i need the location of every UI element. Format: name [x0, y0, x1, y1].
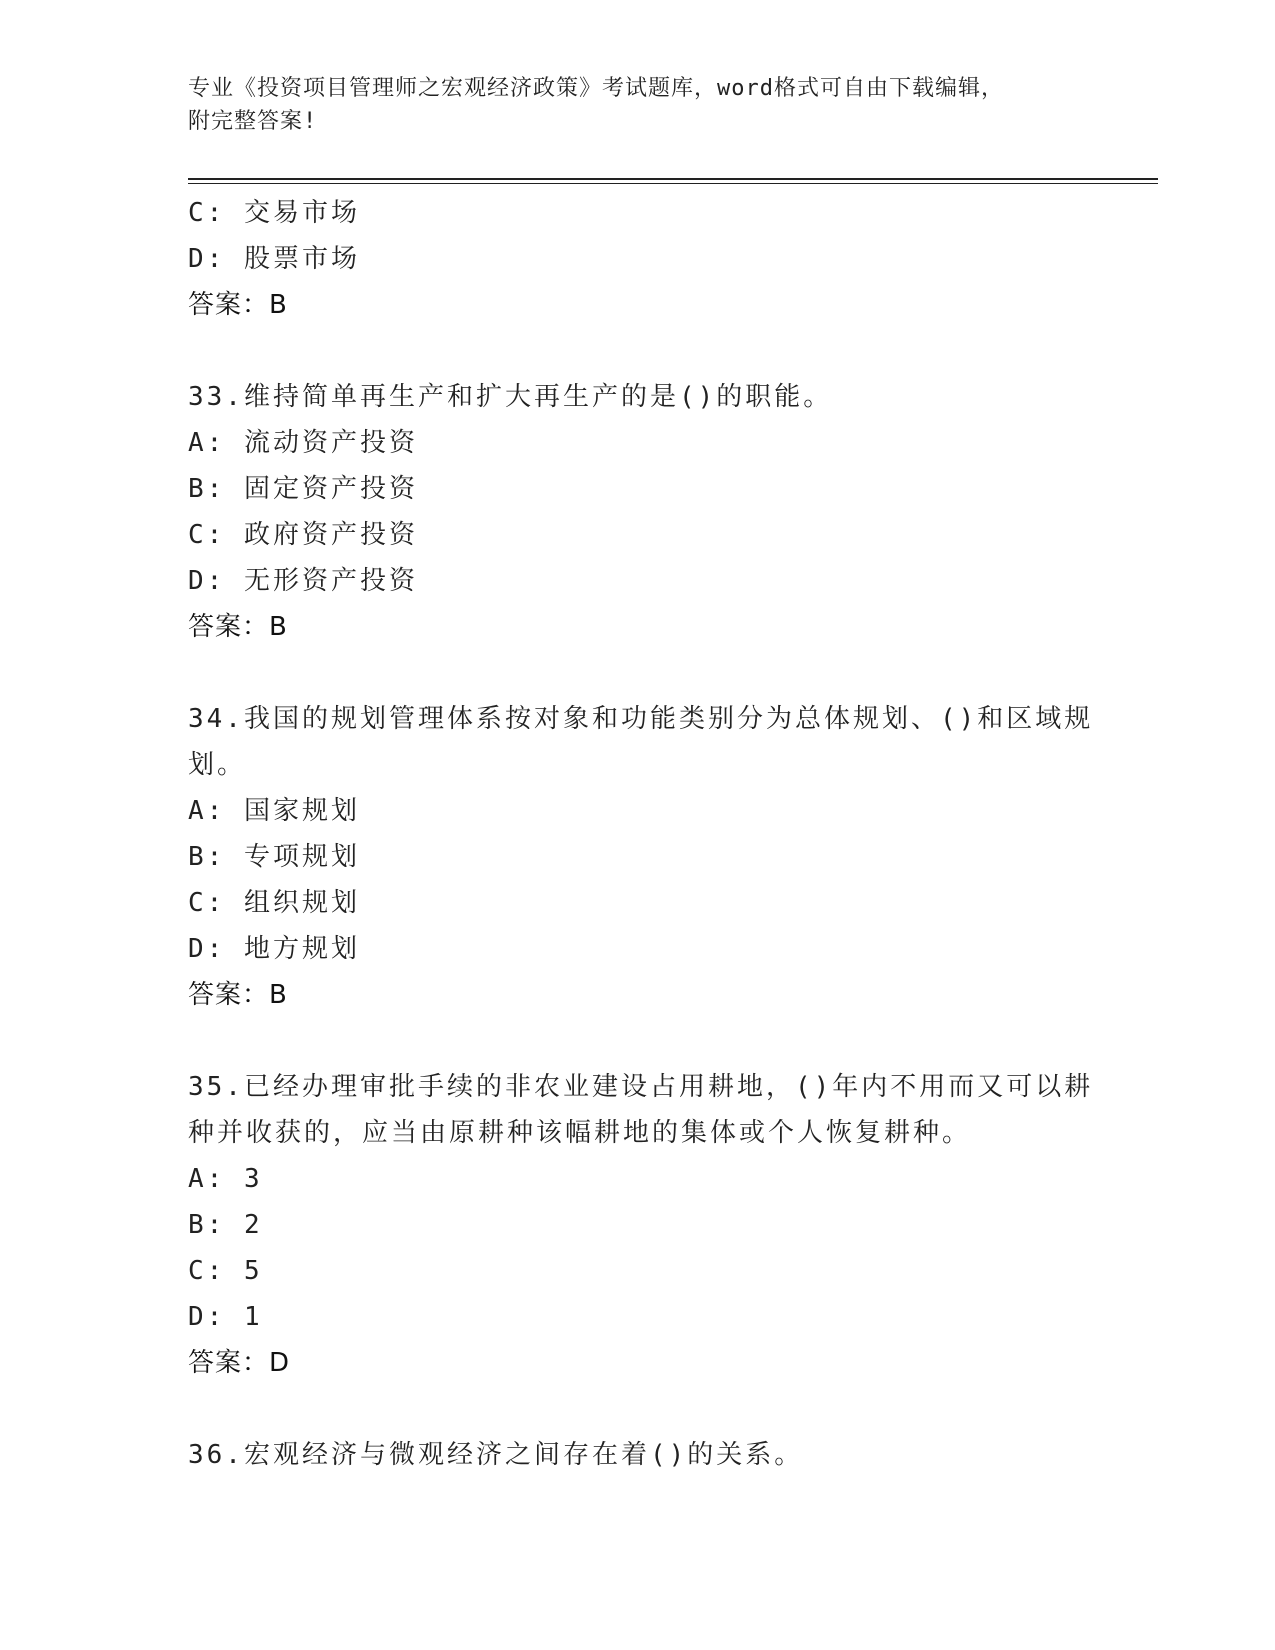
option-d: D: 地方规划 — [188, 934, 360, 964]
answer-line: 答案：B — [188, 612, 288, 642]
option-c: C: 5 — [188, 1256, 263, 1286]
header-rule-thick — [188, 178, 1158, 180]
question-34 — [188, 696, 1094, 1018]
option-c: C: 政府资产投资 — [188, 520, 418, 550]
question-stem-line-2: 划。 — [188, 750, 247, 780]
option-a: A: 3 — [188, 1164, 263, 1194]
question-36 — [188, 1432, 1088, 1478]
option-d: D: 无形资产投资 — [188, 566, 418, 596]
option-b: B: 专项规划 — [188, 842, 360, 872]
question-32-tail — [188, 190, 1088, 328]
answer-line: 答案：B — [188, 290, 288, 320]
option-c: C: 交易市场 — [188, 198, 360, 228]
question-stem-line-2: 种并收获的，应当由原耕种该幅耕地的集体或个人恢复耕种。 — [188, 1118, 972, 1148]
answer-line: 答案：D — [188, 1348, 291, 1378]
question-stem-line-1: 34.我国的规划管理体系按对象和功能类别分为总体规划、()和区域规 — [188, 704, 1094, 734]
question-33 — [188, 374, 1088, 650]
question-stem: 33.维持简单再生产和扩大再生产的是()的职能。 — [188, 382, 833, 412]
question-stem-line-1: 35.已经办理审批手续的非农业建设占用耕地，()年内不用而又可以耕 — [188, 1072, 1094, 1102]
header-rule-thin — [188, 183, 1158, 184]
question-35 — [188, 1064, 1094, 1386]
answer-line: 答案：B — [188, 980, 288, 1010]
option-a: A: 国家规划 — [188, 796, 360, 826]
option-a: A: 流动资产投资 — [188, 428, 418, 458]
option-d: D: 股票市场 — [188, 244, 360, 274]
option-d: D: 1 — [188, 1302, 263, 1332]
header-line-2: 附完整答案! — [188, 109, 318, 134]
question-list — [188, 190, 1094, 1478]
option-c: C: 组织规划 — [188, 888, 360, 918]
header-line-1: 专业《投资项目管理师之宏观经济政策》考试题库，word格式可自由下载编辑， — [188, 76, 1004, 101]
question-stem: 36.宏观经济与微观经济之间存在着()的关系。 — [188, 1440, 804, 1470]
option-b: B: 2 — [188, 1210, 263, 1240]
option-b: B: 固定资产投资 — [188, 474, 418, 504]
page-header — [188, 72, 1068, 138]
